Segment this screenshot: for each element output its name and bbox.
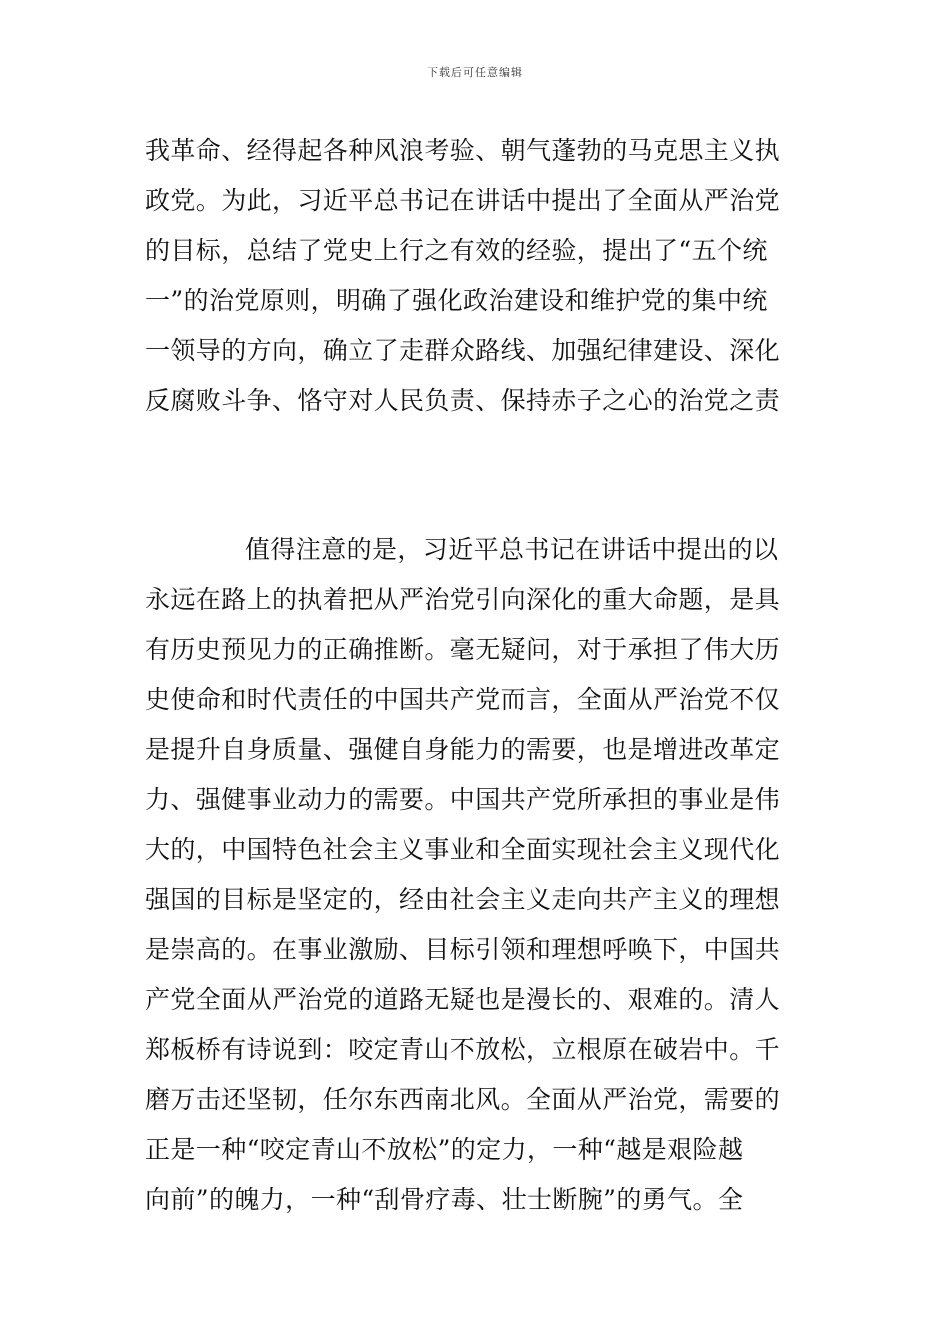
text-line: 反腐败斗争、恪守对人民负责、保持赤子之心的治党之责 [145,386,781,415]
text-line: 强国的目标是坚定的，经由社会主义走向共产主义的理想 [145,885,781,914]
paragraph-1 [145,126,810,426]
text-line: 一领导的方向，确立了走群众路线、加强纪律建设、深化 [145,336,781,365]
text-line: 是崇高的。在事业激励、目标引领和理想呼唤下，中国共 [145,935,781,964]
text-line: 郑板桥有诗说到：咬定青山不放松，立根原在破岩中。千 [145,1035,781,1064]
paragraph-2 [145,525,810,1225]
page-header-note: 下载后可任意编辑 [427,66,523,79]
text-line: 一”的治党原则，明确了强化政治建设和维护党的集中统 [145,286,768,315]
text-line: 的目标，总结了党史上行之有效的经验，提出了“五个统 [145,236,768,265]
text-line: 是提升自身质量、强健自身能力的需要，也是增进改革定 [145,735,781,764]
text-line-indented: 值得注意的是，习近平总书记在讲话中提出的以 [245,535,779,564]
text-line: 正是一种“咬定青山不放松”的定力，一种“越是艰险越 [145,1135,744,1164]
text-line: 永远在路上的执着把从严治党引向深化的重大命题，是具 [145,585,781,614]
text-line: 大的，中国特色社会主义事业和全面实现社会主义现代化 [145,835,781,864]
text-line: 力、强健事业动力的需要。中国共产党所承担的事业是伟 [145,785,781,814]
text-line: 磨万击还坚韧，任尔东西南北风。全面从严治党，需要的 [145,1085,781,1114]
text-line: 史使命和时代责任的中国共产党而言，全面从严治党不仅 [145,685,781,714]
text-line: 产党全面从严治党的道路无疑也是漫长的、艰难的。清人 [145,985,781,1014]
text-line: 向前”的魄力，一种“刮骨疗毒、壮士断腕”的勇气。全 [145,1185,744,1214]
text-line: 政党。为此，习近平总书记在讲话中提出了全面从严治党 [145,186,781,215]
text-line: 我革命、经得起各种风浪考验、朝气蓬勃的马克思主义执 [145,136,781,165]
text-line: 有历史预见力的正确推断。毫无疑问，对于承担了伟大历 [145,635,781,664]
